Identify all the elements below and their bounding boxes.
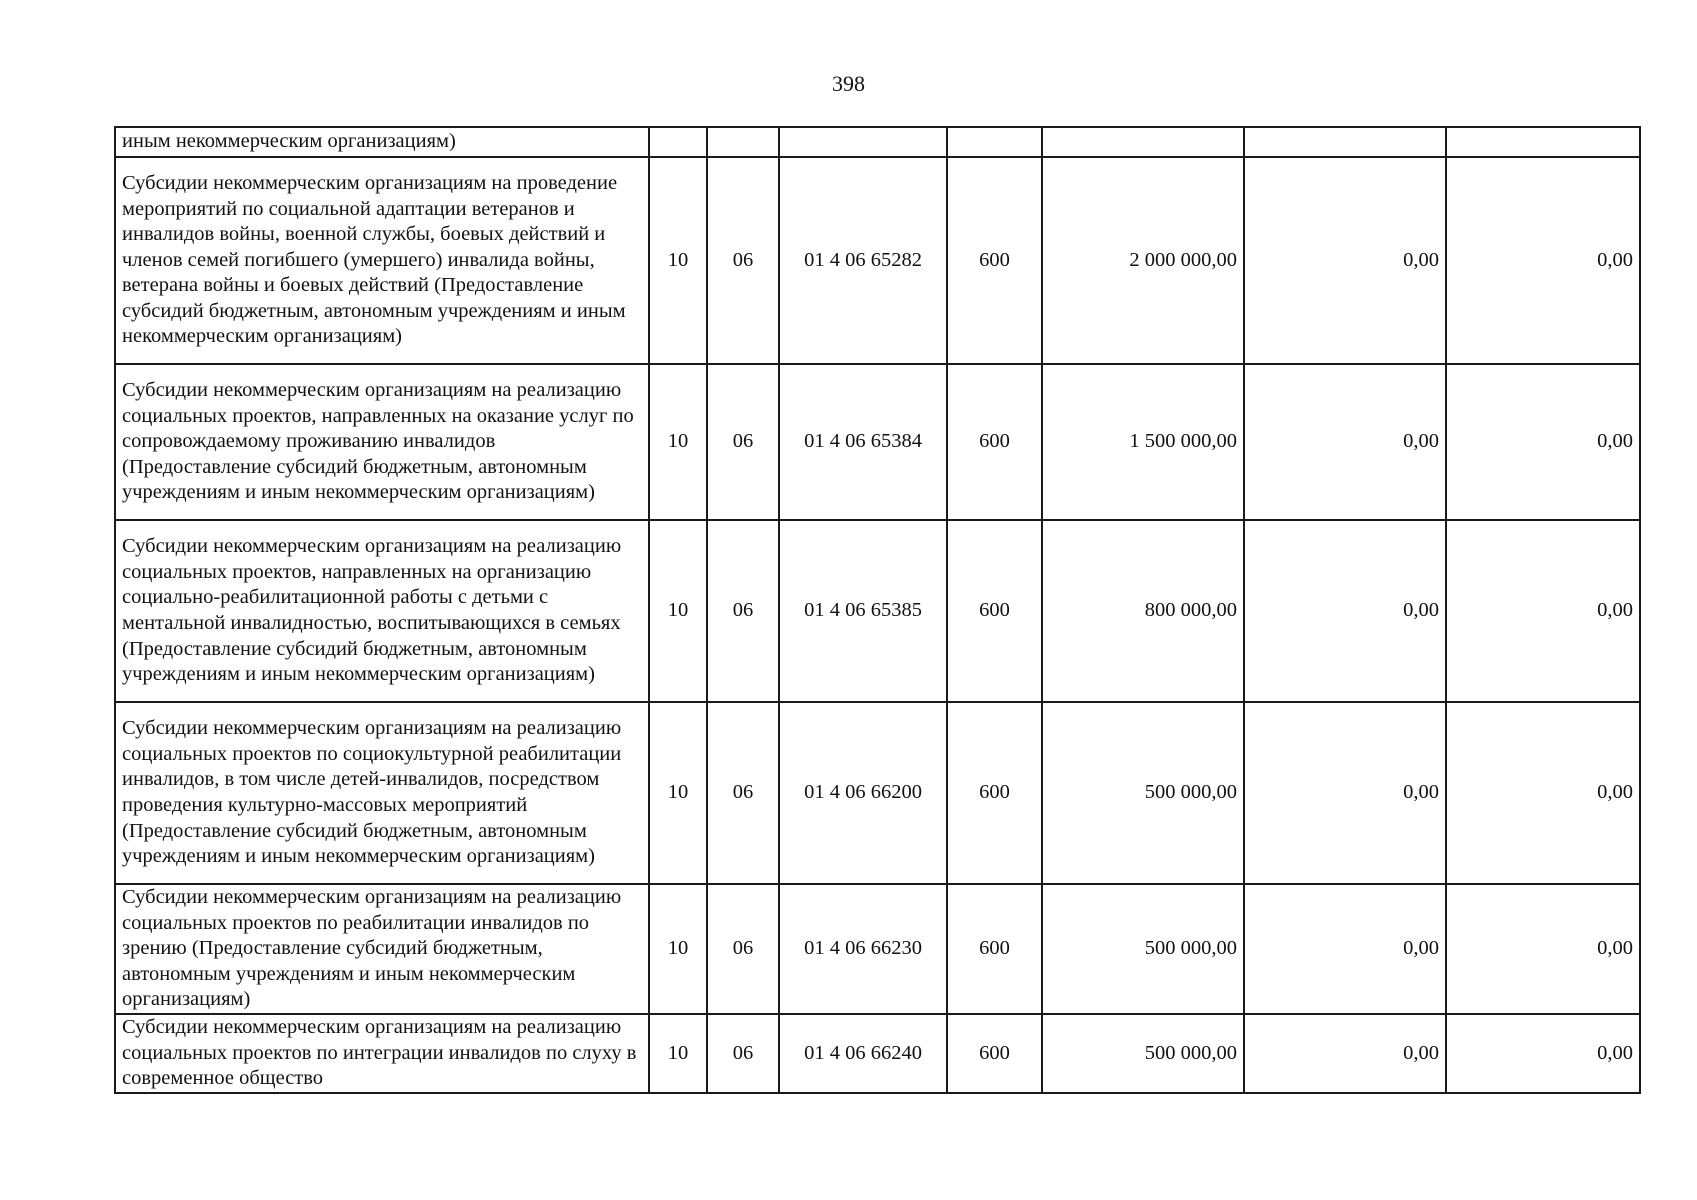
target-article-cell	[779, 127, 947, 157]
table-row	[115, 127, 1640, 157]
amount-cell	[1042, 127, 1244, 157]
expense-type-cell: 600	[947, 702, 1042, 884]
section-cell: 10	[649, 520, 707, 702]
amount-cell: 500 000,00	[1042, 702, 1244, 884]
expense-type-cell	[947, 127, 1042, 157]
subsection-cell: 06	[707, 884, 779, 1014]
target-article-cell: 01 4 06 65282	[779, 157, 947, 364]
amount-cell: 0,00	[1244, 884, 1446, 1014]
amount-cell: 500 000,00	[1042, 884, 1244, 1014]
table-row	[115, 364, 1640, 520]
subsection-cell: 06	[707, 157, 779, 364]
amount-cell: 0,00	[1446, 364, 1640, 520]
amount-cell: 500 000,00	[1042, 1014, 1244, 1093]
table-row	[115, 157, 1640, 364]
expense-type-cell: 600	[947, 520, 1042, 702]
description-cell: Субсидии некоммерческим организациям на реализацию социальных проектов по реабилитации инвалидов по зрению (Предоставление субсидий бюджетным, автономным учреждениям и иным некоммерческим организациям)	[115, 884, 649, 1014]
amount-cell: 0,00	[1244, 1014, 1446, 1093]
target-article-cell: 01 4 06 65384	[779, 364, 947, 520]
section-cell: 10	[649, 884, 707, 1014]
subsection-cell: 06	[707, 702, 779, 884]
amount-cell: 800 000,00	[1042, 520, 1244, 702]
amount-cell	[1446, 127, 1640, 157]
expense-type-cell: 600	[947, 364, 1042, 520]
expense-type-cell: 600	[947, 1014, 1042, 1093]
amount-cell: 0,00	[1446, 157, 1640, 364]
description-cell: Субсидии некоммерческим организациям на реализацию социальных проектов по социокультурной реабилитации инвалидов, в том числе детей-инвалидов, посредством проведения культурно-массовых мероприятий (Предоставление субсидий бюджетным, автономным учреждениям и иным некоммерческим организациям)	[115, 702, 649, 884]
amount-cell: 0,00	[1446, 884, 1640, 1014]
description-cell: Субсидии некоммерческим организациям на реализацию социальных проектов, направленных на оказание услуг по сопровождаемому проживанию инвалидов (Предоставление субсидий бюджетным, автономным учреждениям и иным некоммерческим организациям)	[115, 364, 649, 520]
amount-cell: 0,00	[1244, 520, 1446, 702]
amount-cell: 2 000 000,00	[1042, 157, 1244, 364]
subsection-cell: 06	[707, 364, 779, 520]
section-cell: 10	[649, 364, 707, 520]
table-row	[115, 884, 1640, 1014]
section-cell: 10	[649, 157, 707, 364]
amount-cell: 0,00	[1244, 364, 1446, 520]
amount-cell: 0,00	[1446, 1014, 1640, 1093]
table-row	[115, 520, 1640, 702]
subsection-cell	[707, 127, 779, 157]
amount-cell: 0,00	[1244, 157, 1446, 364]
page-number: 398	[832, 71, 865, 96]
description-cell: Субсидии некоммерческим организациям на реализацию социальных проектов, направленных на организацию социально-реабилитационной работы с детьми с ментальной инвалидностью, воспитывающихся в семьях (Предоставление субсидий бюджетным, автономным учреждениям и иным некоммерческим организациям)	[115, 520, 649, 702]
table-row	[115, 702, 1640, 884]
amount-cell: 0,00	[1446, 702, 1640, 884]
expense-type-cell: 600	[947, 157, 1042, 364]
table-row	[115, 1014, 1640, 1093]
description-cell: Субсидии некоммерческим организациям на проведение мероприятий по социальной адаптации ветеранов и инвалидов войны, военной службы, боевых действий и членов семей погибшего (умершего) инвалида войны, ветерана войны и боевых действий (Предоставление субсидий бюджетным, автономным учреждениям и иным некоммерческим организациям)	[115, 157, 649, 364]
amount-cell: 0,00	[1244, 702, 1446, 884]
section-cell	[649, 127, 707, 157]
target-article-cell: 01 4 06 66200	[779, 702, 947, 884]
budget-table	[114, 126, 1641, 1094]
section-cell: 10	[649, 1014, 707, 1093]
subsection-cell: 06	[707, 1014, 779, 1093]
amount-cell: 1 500 000,00	[1042, 364, 1244, 520]
amount-cell	[1244, 127, 1446, 157]
target-article-cell: 01 4 06 66230	[779, 884, 947, 1014]
description-cell: иным некоммерческим организациям)	[115, 127, 649, 157]
subsection-cell: 06	[707, 520, 779, 702]
target-article-cell: 01 4 06 66240	[779, 1014, 947, 1093]
description-cell: Субсидии некоммерческим организациям на реализацию социальных проектов по интеграции инвалидов по слуху в современное общество	[115, 1014, 649, 1093]
target-article-cell: 01 4 06 65385	[779, 520, 947, 702]
expense-type-cell: 600	[947, 884, 1042, 1014]
amount-cell: 0,00	[1446, 520, 1640, 702]
section-cell: 10	[649, 702, 707, 884]
